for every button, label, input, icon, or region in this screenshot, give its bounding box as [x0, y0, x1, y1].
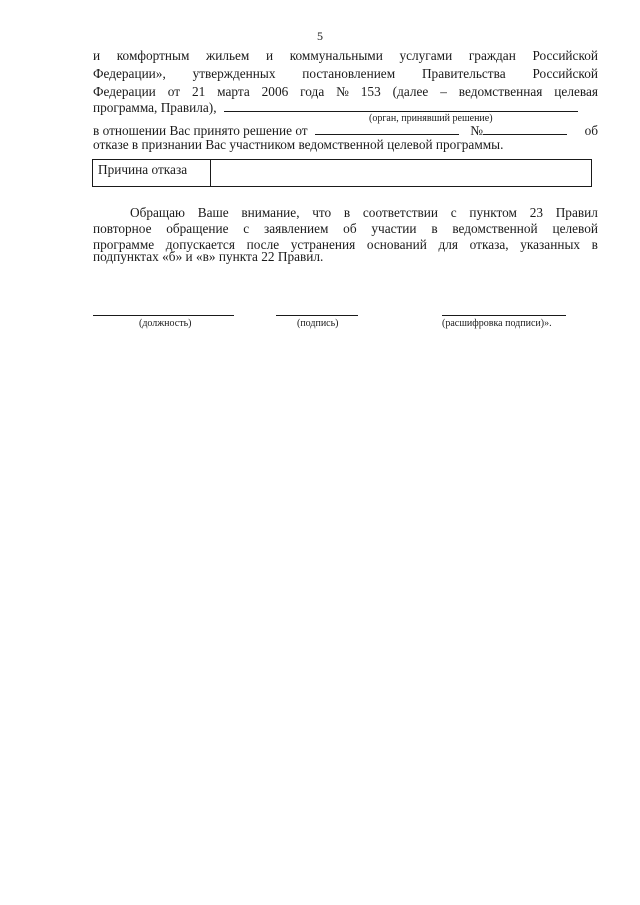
word: от	[167, 84, 181, 99]
signature-line	[276, 315, 358, 316]
word: обращение	[166, 221, 229, 236]
word: отказа,	[469, 237, 509, 252]
word: в	[591, 237, 598, 252]
word: 2006	[261, 84, 289, 99]
word: Правил	[555, 205, 598, 220]
word: указанных	[520, 237, 581, 252]
refusal-reason-value	[211, 160, 591, 186]
page-number: 5	[317, 29, 323, 43]
word: года	[300, 84, 325, 99]
word: Российской	[532, 48, 598, 63]
word: коммунальными	[289, 48, 383, 63]
decision-number-sign: №	[470, 123, 483, 138]
word: повторное	[93, 221, 152, 236]
paragraph1-line2	[93, 66, 598, 82]
word: 153	[360, 84, 381, 99]
word: Российской	[532, 66, 598, 81]
word: целевая	[554, 84, 598, 99]
organ-caption: (орган, принявший решение)	[369, 113, 493, 124]
word: оснований	[366, 237, 427, 252]
paragraph1-line3	[93, 84, 598, 100]
word: Правительства	[421, 66, 506, 81]
word: с	[243, 221, 250, 236]
word: 21	[191, 84, 206, 99]
word: №	[336, 84, 349, 99]
word: Ваше	[197, 205, 229, 220]
word: об	[343, 221, 357, 236]
word: устранения	[290, 237, 356, 252]
word: с	[450, 205, 457, 220]
notice-line2	[93, 221, 598, 237]
position-caption: (должность)	[139, 318, 192, 329]
word: допускается	[165, 237, 235, 252]
position-line	[93, 315, 234, 316]
word: в	[431, 221, 438, 236]
name-line	[442, 315, 566, 316]
word: для	[438, 237, 459, 252]
decision-text-start: в отношении Вас принято решение от	[93, 123, 308, 138]
word: заявлением	[263, 221, 329, 236]
refusal-reason-label: Причина отказа	[93, 160, 211, 186]
name-caption: (расшифровка подписи)».	[442, 318, 552, 329]
word: программе	[93, 237, 155, 252]
paragraph1-line4	[93, 100, 598, 116]
word: и	[265, 48, 274, 63]
word: –	[440, 84, 447, 99]
word: целевой	[552, 221, 598, 236]
word: услугами	[399, 48, 453, 63]
decision-text-end: об	[584, 123, 598, 138]
word: (далее	[392, 84, 429, 99]
word: Федерации	[93, 84, 156, 99]
word: ведомственной	[452, 221, 538, 236]
paragraph1-line4-text: программа, Правила),	[93, 100, 217, 115]
word: внимание,	[241, 205, 300, 220]
word: утвержденных	[192, 66, 276, 81]
decision-date-blank	[315, 123, 459, 135]
word: в	[343, 205, 351, 220]
word: жильем	[206, 48, 250, 63]
word: соответствии	[362, 205, 439, 220]
refusal-reason-table	[92, 159, 592, 187]
word: после	[246, 237, 280, 252]
word: комфортным	[116, 48, 190, 63]
signature-caption: (подпись)	[297, 318, 339, 329]
decision-line2: отказе в признании Вас участником ведомственной целевой программы.	[93, 137, 504, 152]
word: Федерации»,	[93, 66, 166, 81]
word: участии	[371, 221, 417, 236]
word: марта	[217, 84, 250, 99]
word: постановлением	[302, 66, 396, 81]
word: 23	[529, 205, 543, 220]
word: пунктом	[469, 205, 517, 220]
organ-blank	[224, 100, 578, 112]
word: Обращаю	[130, 205, 185, 220]
notice-line1	[130, 205, 598, 221]
decision-number-blank	[483, 123, 567, 135]
paragraph1-line1	[93, 48, 598, 64]
notice-line4: подпунктах «б» и «в» пункта 22 Правил.	[93, 249, 324, 264]
word: и	[93, 48, 101, 63]
word: граждан	[468, 48, 516, 63]
word: что	[312, 205, 332, 220]
word: ведомственная	[458, 84, 543, 99]
